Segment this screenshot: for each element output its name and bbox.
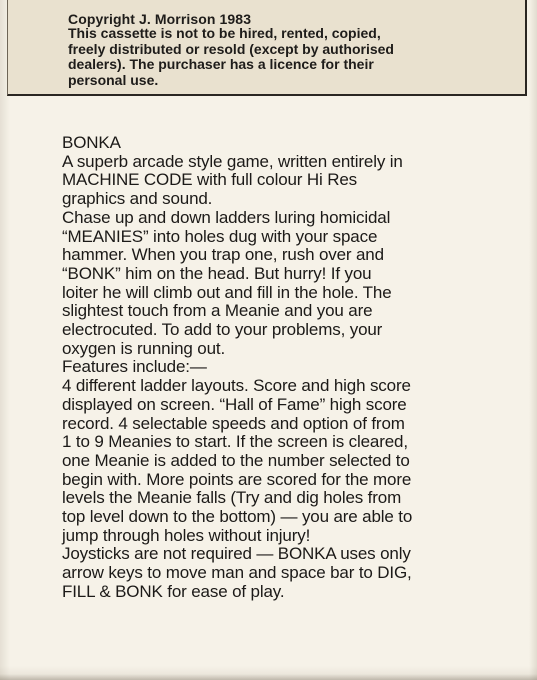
features-line: record. 4 selectable speeds and option of from [62, 413, 405, 433]
features-line: levels the Meanie falls (Try and dig holes from [62, 488, 402, 508]
controls-line: FILL & BONK for ease of play. [62, 581, 285, 601]
notice-line: personal use. [68, 71, 159, 88]
game-description [62, 134, 532, 602]
game-title: BONKA [62, 133, 121, 152]
notice-line: This cassette is not to be hired, rented, copied, [68, 25, 381, 41]
copyright-line: Copyright J. Morrison 1983 [68, 11, 252, 27]
description-line: MACHINE CODE with full colour Hi Res [62, 170, 357, 190]
controls-line: arrow keys to move man and space bar to DIG, [62, 563, 412, 583]
description-line: loiter he will climb out and fill in the hole. The [62, 282, 392, 302]
description-line: oxygen is running out. [62, 338, 226, 358]
description-line: hammer. When you trap one, rush over and [62, 245, 384, 265]
description-line: electrocuted. To add to your problems, your [62, 320, 383, 340]
description-line: “BONK” him on the head. But hurry! If you [62, 263, 372, 283]
description-line: slightest touch from a Meanie and you are [62, 301, 373, 321]
features-line: top level down to the bottom) — you are able to [62, 507, 413, 527]
features-line: 1 to 9 Meanies to start. If the screen is cleared, [62, 432, 408, 452]
notice-line: freely distributed or resold (except by authorised [68, 40, 394, 57]
features-line: displayed on screen. “Hall of Fame” high score [62, 394, 407, 414]
controls-line: Joysticks are not required — BONKA uses only [62, 544, 411, 564]
paper-edge-shadow [0, 674, 537, 680]
description-line: A superb arcade style game, written entirely in [62, 151, 403, 171]
features-heading: Features include:— [62, 357, 207, 377]
features-line: jump through holes without injury! [62, 525, 311, 545]
features-line: 4 different ladder layouts. Score and high score [62, 376, 411, 396]
notice-line: dealers). The purchaser has a licence for their [68, 56, 374, 72]
licence-notice [68, 26, 508, 88]
features-line: begin with. More points are scored for the more [62, 469, 412, 489]
description-line: graphics and sound. [62, 189, 213, 209]
features-line: one Meanie is added to the number selected to [62, 450, 410, 470]
description-line: Chase up and down ladders luring homicidal [62, 207, 391, 227]
description-line: “MEANIES” into holes dug with your space [62, 226, 378, 246]
